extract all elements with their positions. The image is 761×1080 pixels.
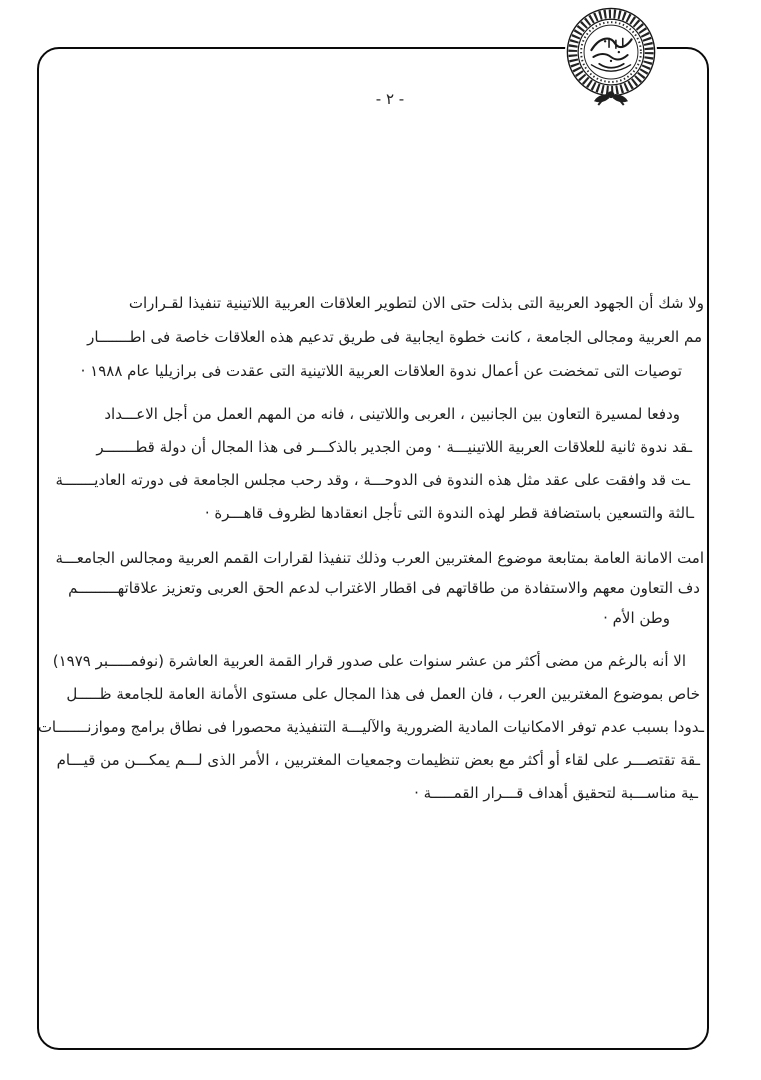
document-body [28, 286, 706, 810]
document-line: ولا شك أن الجهود العربية التى بذلت حتى الان لتطوير العلاقات العربية اللاتينية تنفيذا لقـرارات [128, 294, 704, 312]
document-line: توصيات التى تمخضت عن أعمال ندوة العلاقات العربية اللاتينية التى عقدت فى برازيليا عام ١٩٨٨ · [80, 362, 682, 380]
document-line: خاص بموضوع المغتربين العرب ، فان العمل فى هذا المجال على مستوى الأمانة العامة للجامعة ظـــــل [66, 685, 700, 703]
page-number: - ٢ - [375, 90, 405, 108]
paragraph-3 [28, 543, 706, 633]
document-line: ـدودا بسبب عدم توفر الامكانيات المادية الضرورية والآليـــة التنفيذية محصورا فى نطاق برامج وموازنـــــــات [37, 718, 704, 736]
document-line: وطن الأم · [603, 609, 670, 627]
paragraph-2 [28, 398, 706, 530]
document-line: دف التعاون معهم والاستفادة من طاقاتهم فى اقطار الاغتراب لدعم الحق العربى وتعزيز علاقاتهـــــــــم [68, 579, 700, 597]
document-line: ـقد ندوة ثانية للعلاقات العربية اللاتينيـــة · ومن الجدير بالذكـــر فى هذا المجال أن دولة قطـــــــر [96, 438, 692, 456]
document-line: الا أنه بالرغم من مضى أكثر من عشر سنوات على صدور قرار القمة العربية العاشرة (نوفمـــــبر ١٩٧٩) [52, 652, 686, 670]
document-line: ـية مناســـبة لتحقيق أهداف قـــرار القمـــــة · [414, 784, 698, 802]
paragraph-4 [28, 645, 706, 810]
arab-league-emblem-icon [562, 5, 660, 107]
paragraph-1 [28, 286, 706, 388]
document-line: ـقة تقتصـــر على لقاء أو أكثر مع بعض تنظيمات وجمعيات المغتربين ، الأمر الذى لـــم يمكـــن من قيـــام [56, 751, 700, 769]
document-line: ودفعا لمسيرة التعاون بين الجانبين ، العربى واللاتينى ، فانه من المهم العمل من أجل الاعـــداد [104, 405, 680, 423]
document-line: ـت قد وافقت على عقد مثل هذه الندوة فى الدوحـــة ، وقد رحب مجلس الجامعة فى دورته العاديـــــــة [55, 471, 690, 489]
document-line: مم العربية ومجالى الجامعة ، كانت خطوة ايجابية فى طريق تدعيم هذه العلاقات خاصة فى اطـــــــار [87, 328, 702, 346]
document-line: امت الامانة العامة بمتابعة موضوع المغتربين العرب وذلك تنفيذا لقرارات القمم العربية ومجالس الجامعـــة [55, 549, 704, 567]
document-line: ـالثة والتسعين باستضافة قطر لهذه الندوة التى تأجل انعقادها لظروف قاهـــرة · [204, 504, 694, 522]
